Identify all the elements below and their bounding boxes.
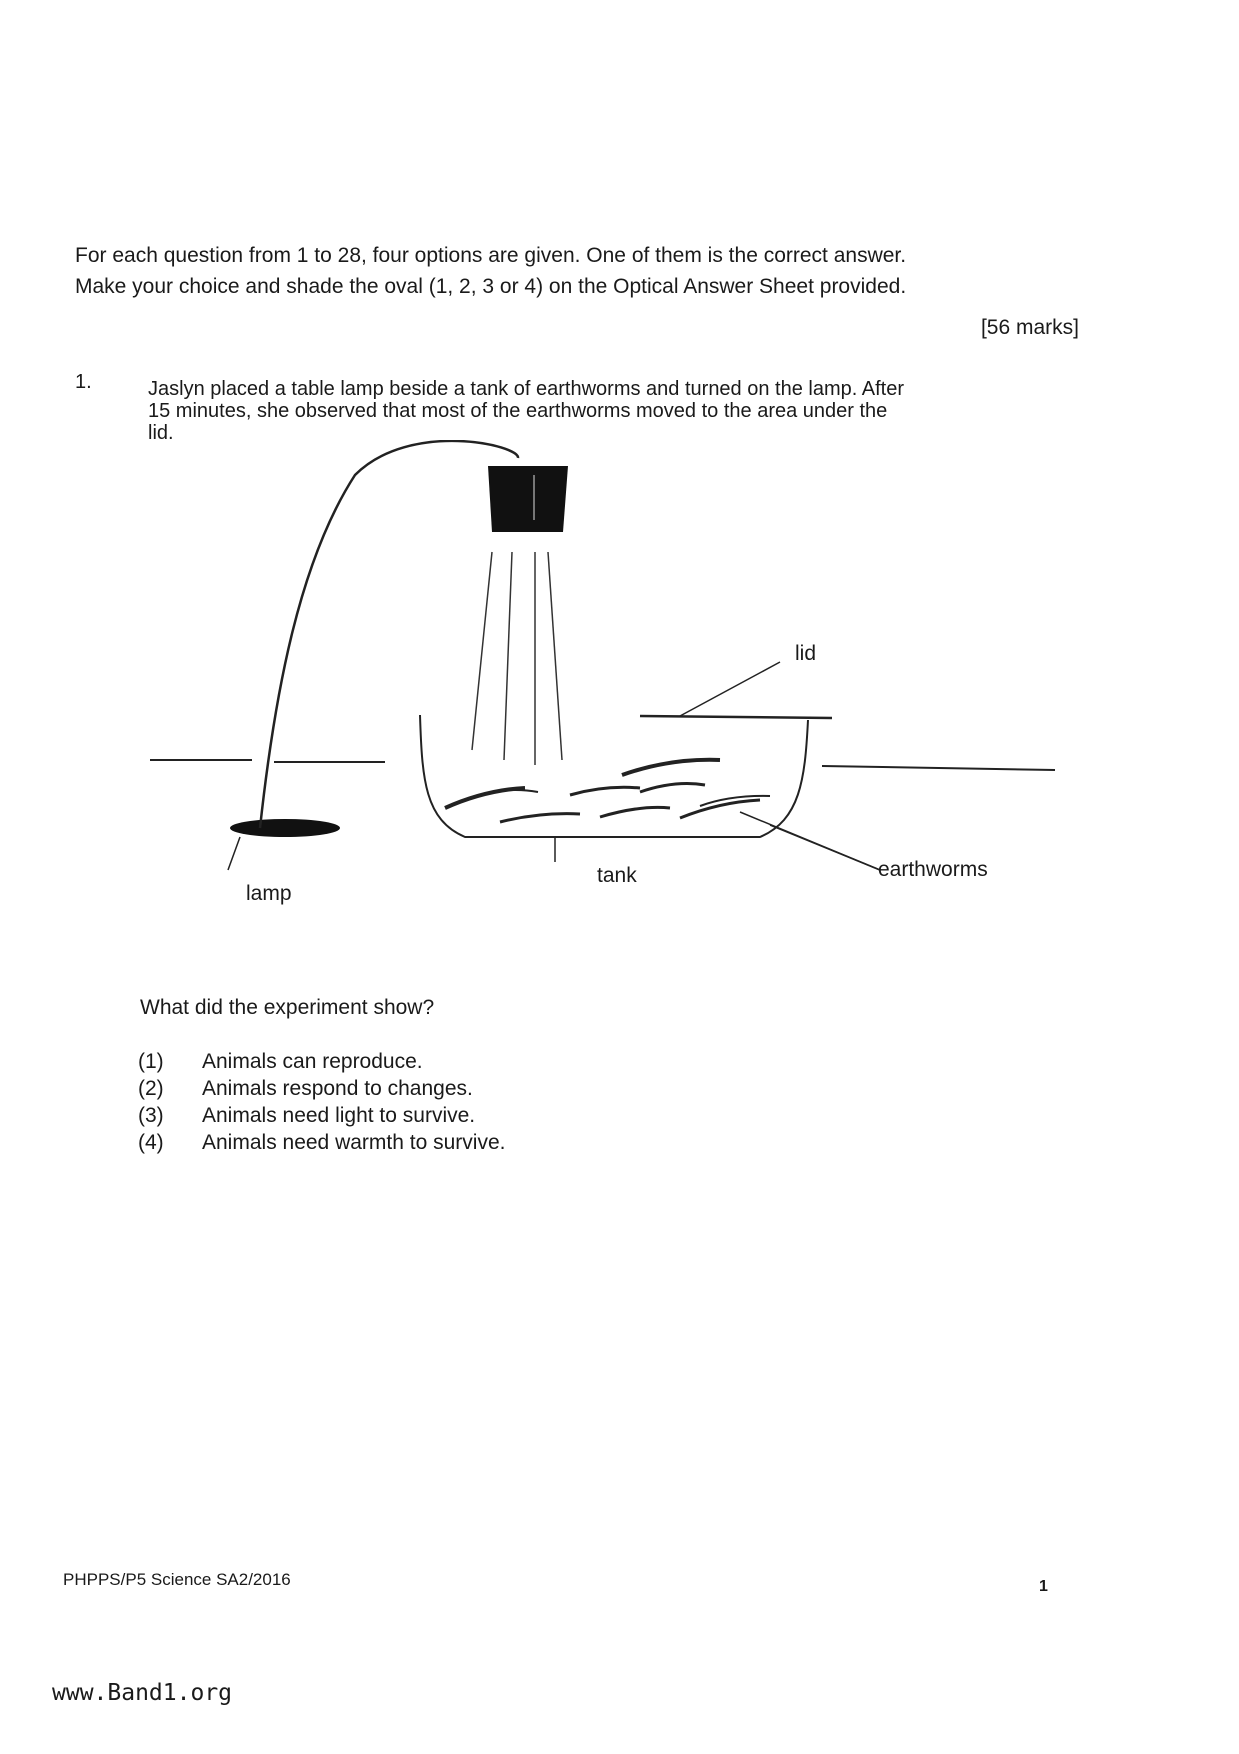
earthworm xyxy=(600,807,670,817)
instructions-line-2: Make your choice and shade the oval (1, 2, 3 or 4) on the Optical Answer Sheet provided. xyxy=(75,275,907,298)
question-text xyxy=(148,378,1066,444)
earthworm xyxy=(622,760,720,775)
light-ray xyxy=(548,552,562,760)
option-text: Animals respond to changes. xyxy=(202,1076,473,1100)
light-ray xyxy=(504,552,512,760)
option-number: (2) xyxy=(138,1076,164,1100)
option-1 xyxy=(138,1048,505,1075)
tank-outline xyxy=(420,715,808,837)
earthworm xyxy=(640,784,705,792)
option-text: Animals need warmth to survive. xyxy=(202,1130,506,1154)
earthworms-label: earthworms xyxy=(878,858,988,881)
diagram-drawing xyxy=(140,440,1070,920)
lamp-base xyxy=(230,819,340,837)
lamp-leader-line xyxy=(228,837,240,870)
lamp-label: lamp xyxy=(246,882,292,905)
question-text-line-2: 15 minutes, she observed that most of the earthworms moved to the area under the xyxy=(148,400,888,422)
lid-leader-line xyxy=(680,662,780,716)
question-text-line-3: lid. xyxy=(148,422,174,444)
option-number: (4) xyxy=(138,1130,164,1154)
question-number: 1. xyxy=(75,371,92,393)
earthworm xyxy=(500,814,580,822)
option-number: (3) xyxy=(138,1103,164,1127)
light-ray xyxy=(472,552,492,750)
earthworm xyxy=(570,787,640,795)
earthworms-leader-line xyxy=(740,812,880,870)
option-3 xyxy=(138,1102,505,1129)
answer-options xyxy=(138,1048,505,1156)
option-4 xyxy=(138,1129,505,1156)
option-number: (1) xyxy=(138,1049,164,1073)
question-prompt: What did the experiment show? xyxy=(140,996,435,1019)
lid xyxy=(640,716,832,718)
lid-label: lid xyxy=(795,642,817,665)
tank-label: tank xyxy=(597,864,637,887)
experiment-diagram xyxy=(140,440,1070,920)
table-line-right xyxy=(822,766,1055,770)
option-text: Animals can reproduce. xyxy=(202,1049,423,1073)
total-marks: [56 marks] xyxy=(980,316,1079,339)
question-text-line-1: Jaslyn placed a table lamp beside a tank of earthworms and turned on the lamp. After xyxy=(148,378,904,400)
option-2 xyxy=(138,1075,505,1102)
instructions xyxy=(75,240,1080,302)
paper-code: PHPPS/P5 Science SA2/2016 xyxy=(63,1570,291,1589)
lamp-head xyxy=(488,466,568,532)
lamp-arm xyxy=(260,441,518,828)
source-watermark: www.Band1.org xyxy=(52,1680,233,1706)
option-text: Animals need light to survive. xyxy=(202,1103,476,1127)
page-number: 1 xyxy=(1039,1578,1048,1595)
earthworm xyxy=(445,788,525,808)
instructions-line-1: For each question from 1 to 28, four options are given. One of them is the correct answer. xyxy=(75,244,907,267)
